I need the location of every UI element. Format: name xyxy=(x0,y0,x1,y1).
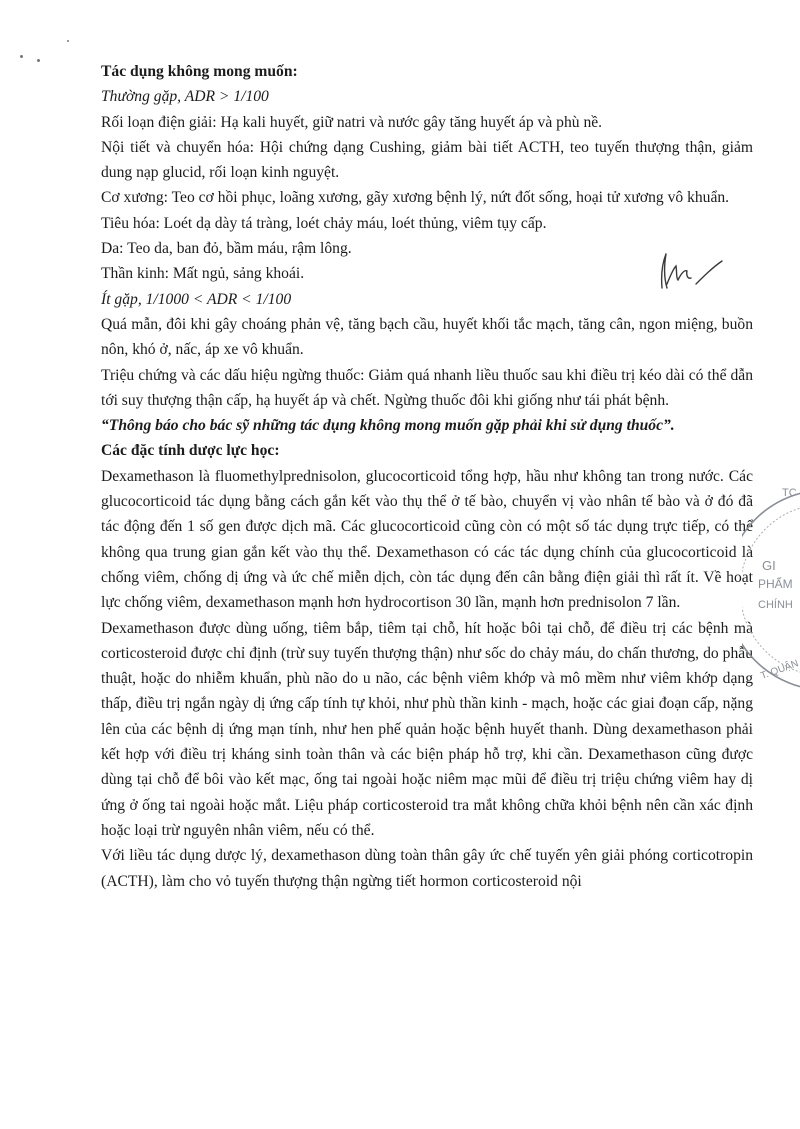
stamp-text: TC xyxy=(782,487,797,499)
paragraph-nervous: Thần kinh: Mất ngủ, sảng khoái. xyxy=(101,265,305,283)
paragraph-digestive: Tiêu hóa: Loét dạ dày tá tràng, loét chảy máu, loét thủng, viêm tụy cấp. xyxy=(101,214,547,232)
paragraph-pharmacodynamics-2: Dexamethason được dùng uống, tiêm bắp, tiêm tại chỗ, hít hoặc bôi tại chỗ, để điều trị các bệnh mà corticosteroid được chỉ định (trừ suy tuyến thượng thận) như sốc do chảy máu, do chấn thương, do phẫu thuật, hoặc do nhiễm khuẩn, phù não do u não, các bệnh viêm khớp và mô mềm như viêm khớp dạng thấp, điều trị ngắn ngày dị ứng cấp tính tự khỏi, như phù thần kinh - mạch, hoặc các giai đoạn cấp, nặng lên của các bệnh dị ứng mạn tính, như hen phế quản hoặc bệnh huyết thanh. Dùng dexamethason phải kết hợp với điều trị kháng sinh toàn thân và các biện pháp hỗ trợ, khi cần. Dexamethason cũng được dùng tại chỗ để bôi vào kết mạc, ống tai ngoài hoặc niêm mạc mũi để điều trị triệu chứng viêm hay dị ứng ở ống tai ngoài hoặc mắt. Liệu pháp corticosteroid tra mắt không chữa khỏi bệnh nên cần xác định hoặc loại trừ nguyên nhân viêm, nếu có thể. xyxy=(101,619,753,839)
stamp-text: GI xyxy=(762,558,776,573)
section-heading-pharmacodynamics: Các đặc tính dược lực học: xyxy=(101,442,280,460)
document-body xyxy=(101,59,753,894)
paragraph-hypersensitivity: Quá mẫn, đôi khi gây choáng phản vệ, tăng bạch cầu, huyết khối tắc mạch, tăng cân, ngon miệng, buồn nôn, khó ở, nấc, áp xe vô khuẩn. xyxy=(101,315,753,359)
stamp-text: PHẨM xyxy=(758,577,793,591)
section-heading-adverse-effects: Tác dụng không mong muốn: xyxy=(101,63,298,80)
notice-to-doctor: “Thông báo cho bác sỹ những tác dụng không mong muốn gặp phải khi sử dụng thuốc”. xyxy=(101,417,675,435)
paragraph-electrolyte: Rối loạn điện giải: Hạ kali huyết, giữ natri và nước gây tăng huyết áp và phù nề. xyxy=(101,113,603,131)
stamp-text: CHÍNH xyxy=(758,599,793,611)
scan-speck xyxy=(20,55,23,58)
scan-speck xyxy=(67,40,69,42)
paragraph-skin: Da: Teo da, ban đỏ, bầm máu, rậm lông. xyxy=(101,240,352,258)
paragraph-pharmacodynamics-1: Dexamethason là fluomethylprednisolon, glucocorticoid tổng hợp, hầu như không tan trong nước. Các glucocorticoid tác dụng bằng cách gắn kết vào thụ thể ở tế bào, chuyển vị vào nhân tế bào và ở đó đã tác động đến 1 số gen được dịch mã. Các glucocorticoid cũng còn có một số tác dụng trực tiếp, có thể không qua trung gian gắn kết vào thụ thể. Dexamethason có các tác dụng chính của glucocorticoid là chống viêm, chống dị ứng và ức chế miễn dịch, còn tác dụng đến cân bằng điện giải thì rất ít. Về hoạt lực chống viêm, dexamethason mạnh hơn hydrocortison 30 lần, mạnh hơn prednisolon 7 lần. xyxy=(101,467,753,612)
scan-speck xyxy=(37,59,40,62)
stamp-text: T. QUẬN xyxy=(759,658,800,682)
subheading-uncommon: Ít gặp, 1/1000 < ADR < 1/100 xyxy=(101,290,292,308)
paragraph-withdrawal: Triệu chứng và các dấu hiệu ngừng thuốc: Giảm quá nhanh liều thuốc sau khi điều trị kéo dài có thể dẫn tới suy thượng thận cấp, hạ huyết áp và chết. Ngừng thuốc đôi khi giống như tái phát bệnh. xyxy=(101,366,753,409)
official-stamp xyxy=(742,470,800,710)
paragraph-pharmacodynamics-3: Với liều tác dụng dược lý, dexamethason dùng toàn thân gây ức chế tuyến yên giải phóng corticotropin (ACTH), làm cho vỏ tuyến thượng thận ngừng tiết hormon corticosteroid nội xyxy=(101,847,753,890)
handwritten-initials xyxy=(652,244,724,294)
paragraph-musculoskeletal: Cơ xương: Teo cơ hồi phục, loãng xương, gãy xương bệnh lý, nứt đốt sống, hoại tử xương vô khuẩn. xyxy=(101,189,730,207)
paragraph-endocrine: Nội tiết và chuyển hóa: Hội chứng dạng Cushing, giảm bài tiết ACTH, teo tuyến thượng thận, giảm dung nạp glucid, rối loạn kinh nguyệt. xyxy=(101,138,753,182)
subheading-common: Thường gặp, ADR > 1/100 xyxy=(101,88,269,106)
